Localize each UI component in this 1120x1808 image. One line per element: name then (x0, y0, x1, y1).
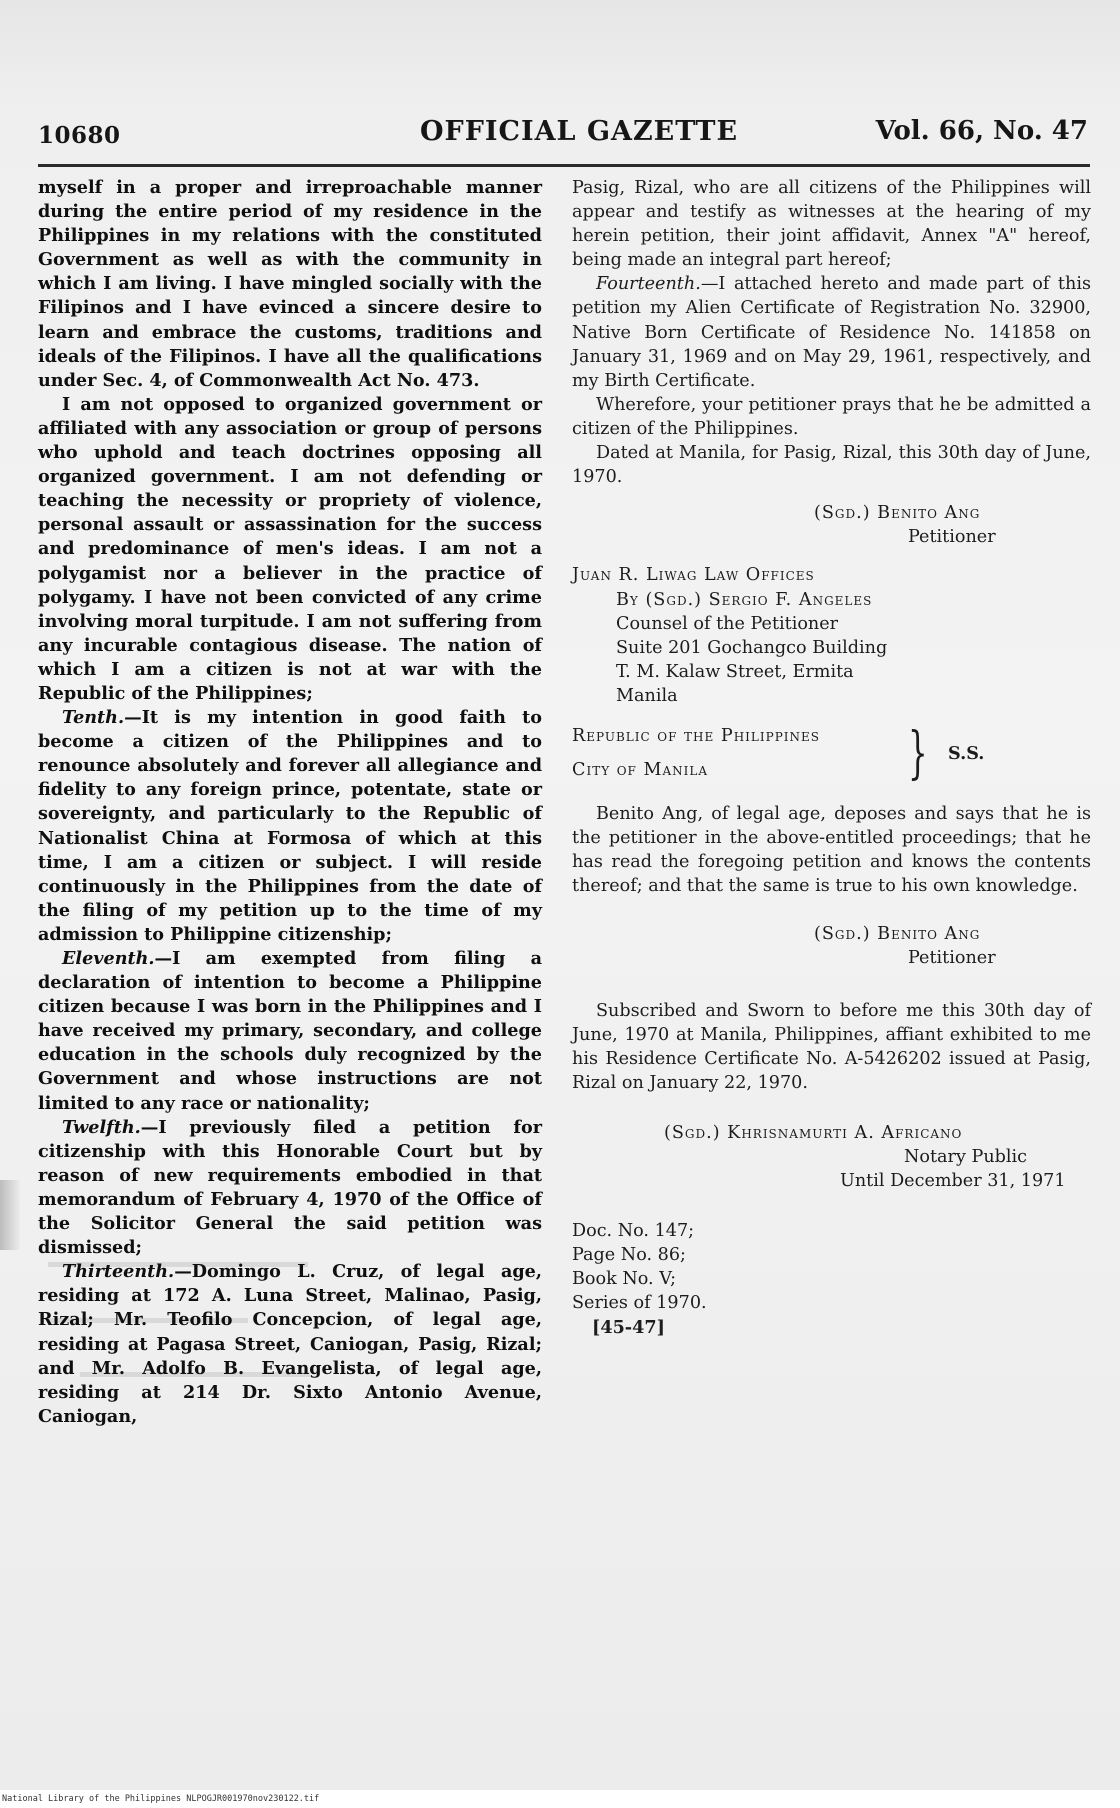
clause-label: Twelfth. (62, 1116, 141, 1138)
signatory-role: Petitioner (908, 527, 996, 548)
paragraph-twelfth (38, 1116, 542, 1261)
address-line: Suite 201 Gochangco Building (616, 637, 888, 658)
paragraph: Pasig, Rizal, who are all citizens of the Philippines will appear and testify as witnesses at the hearing of my herein petition, their joint affidavit, Annex "A" hereof, being made an integral part hereof; (572, 178, 1091, 271)
petitioner-signature-2 (572, 922, 1091, 970)
left-column (38, 176, 542, 1429)
clause-text: —I attached hereto and made part of this petition my Alien Certificate of Registration No. 32900, Native Born Certificate of Residence No. 141858 on January 31, 1969 and on May 29, 1961, respectively, and my Birth Certificate. (572, 274, 1091, 391)
docket-block (572, 1219, 1091, 1339)
clause-text: —Domingo L. Cruz, of legal age, residing at 172 A. Luna Street, Malinao, Pasig, Rizal; Mr. Teofilo Concepcion, of legal age, residing at Pagasa Street, Caniogan, Pasig, Rizal; and Mr. Adolfo B. Evangelista, of legal age, residing at 214 Dr. Sixto Antonio Avenue, Caniogan, (38, 1261, 542, 1427)
law-office-block (572, 563, 1091, 708)
right-column (572, 176, 1091, 1340)
page-header (38, 112, 1088, 162)
signatory-name: (Sgd.) Benito Ang (814, 503, 981, 524)
scan-footer: National Library of the Philippines NLPOGJR001970nov230122.tif (0, 1792, 1120, 1808)
jurat-paragraph: Subscribed and Sworn to before me this 30th day of June, 1970 at Manila, Philippines, affiant exhibited to me his Residence Certificate No. A-5426202 issued at Pasig, Rizal on January 22, 1970. (572, 1000, 1091, 1093)
dated-paragraph: Dated at Manila, for Pasig, Rizal, this 30th day of June, 1970. (572, 443, 1091, 488)
paragraph-fourteenth (572, 272, 1091, 392)
venue-block (572, 720, 1091, 796)
notary-signature (572, 1121, 1091, 1193)
notary-role: Notary Public (904, 1147, 1028, 1167)
venue-republic: Republic of the Philippines (572, 725, 820, 746)
header-rule (38, 164, 1090, 167)
paragraph-tenth (38, 706, 542, 947)
law-office-name: Juan R. Liwag Law Offices (572, 565, 815, 586)
paragraph-thirteenth (38, 1260, 542, 1429)
clause-text: —I am exempted from filing a declaration of intention to become a Philippine citizen because I was born in the Philippines and I have received my primary, secondary, and college education in the schools duly recognized by the Government and whose instructions are not limited to any race or nationality; (38, 948, 542, 1114)
paragraph: I am not opposed to organized government or affiliated with any association or group of persons who uphold and teach doctrines opposing all organized government. I am not defending or teaching the necessity or propriety of violence, personal assault or assassination for the success and predominance of men's ideas. I am not a polygamist nor a believer in the practice of polygamy. I have not been convicted of any crime involving moral turpitude. I am not suffering from any incurable contagious disease. The nation of which I am a citizen is not at war with the Republic of the Philippines; (38, 393, 542, 704)
page-number-ref: Page No. 86; (572, 1245, 686, 1266)
brace-glyph: } (908, 720, 928, 786)
counsel-signature: By (Sgd.) Sergio F. Angeles (616, 589, 873, 610)
series-year: Series of 1970. (572, 1293, 707, 1314)
petitioner-signature (572, 501, 1091, 549)
issue-reference: [45-47] (592, 1316, 665, 1338)
oath-paragraph: Benito Ang, of legal age, deposes and says that he is the petitioner in the above-entitled proceedings; that he has read the foregoing petition and knows the contents thereof; and that the same is true to his own knowledge. (572, 803, 1091, 897)
doc-number: Doc. No. 147; (572, 1221, 695, 1242)
paragraph-eleventh (38, 947, 542, 1116)
book-number: Book No. V; (572, 1269, 677, 1290)
paragraph: myself in a proper and irreproachable manner during the entire period of my residence in the Philippines in my relations with the constituted Government as well as with the community in which I am living. I have mingled socially with the Filipinos and I have evinced a sincere desire to learn and embrace the customs, traditions and ideals of the Filipinos. I have all the qualifications under Sec. 4, of Commonwealth Act No. 473. (38, 177, 542, 391)
clause-text: —It is my intention in good faith to become a citizen of the Philippines and to renounce absolutely and forever all allegiance and fidelity to any foreign prince, potentate, state or sovereignty, and particularly to the Republic of Nationalist China at Formosa of which at this time, I am a citizen or subject. I will reside continuously in the Philippines from the date of the filing of my petition up to the time of my admission to Philippine citizenship; (38, 707, 542, 945)
page-number: 10680 (38, 122, 121, 149)
clause-label: Fourteenth. (596, 274, 701, 295)
publication-title: OFFICIAL GAZETTE (420, 116, 739, 147)
notary-commission: Until December 31, 1971 (840, 1171, 1066, 1192)
address-line: T. M. Kalaw Street, Ermita (616, 661, 854, 682)
prayer-paragraph: Wherefore, your petitioner prays that he be admitted a citizen of the Philippines. (572, 394, 1091, 439)
clause-label: Tenth. (62, 707, 125, 729)
scan-smudge (0, 1180, 20, 1250)
venue-ss: S.S. (948, 742, 985, 764)
volume-number: Vol. 66, No. 47 (875, 116, 1088, 146)
clause-text: —I previously filed a petition for citizenship with this Honorable Court but by reason of new requirements embodied in that memorandum of February 4, 1970 of the Office of the Solicitor General the said petition was dismissed; (38, 1116, 542, 1259)
signatory-name: (Sgd.) Benito Ang (814, 924, 981, 945)
clause-label: Eleventh. (62, 948, 155, 969)
signatory-role: Petitioner (908, 948, 996, 969)
address-line: Manila (616, 685, 678, 706)
counsel-role: Counsel of the Petitioner (616, 613, 839, 634)
venue-city: City of Manila (572, 759, 709, 780)
clause-label: Thirteenth. (62, 1261, 175, 1283)
notary-name: (Sgd.) Khrisnamurti A. Africano (664, 1122, 963, 1143)
